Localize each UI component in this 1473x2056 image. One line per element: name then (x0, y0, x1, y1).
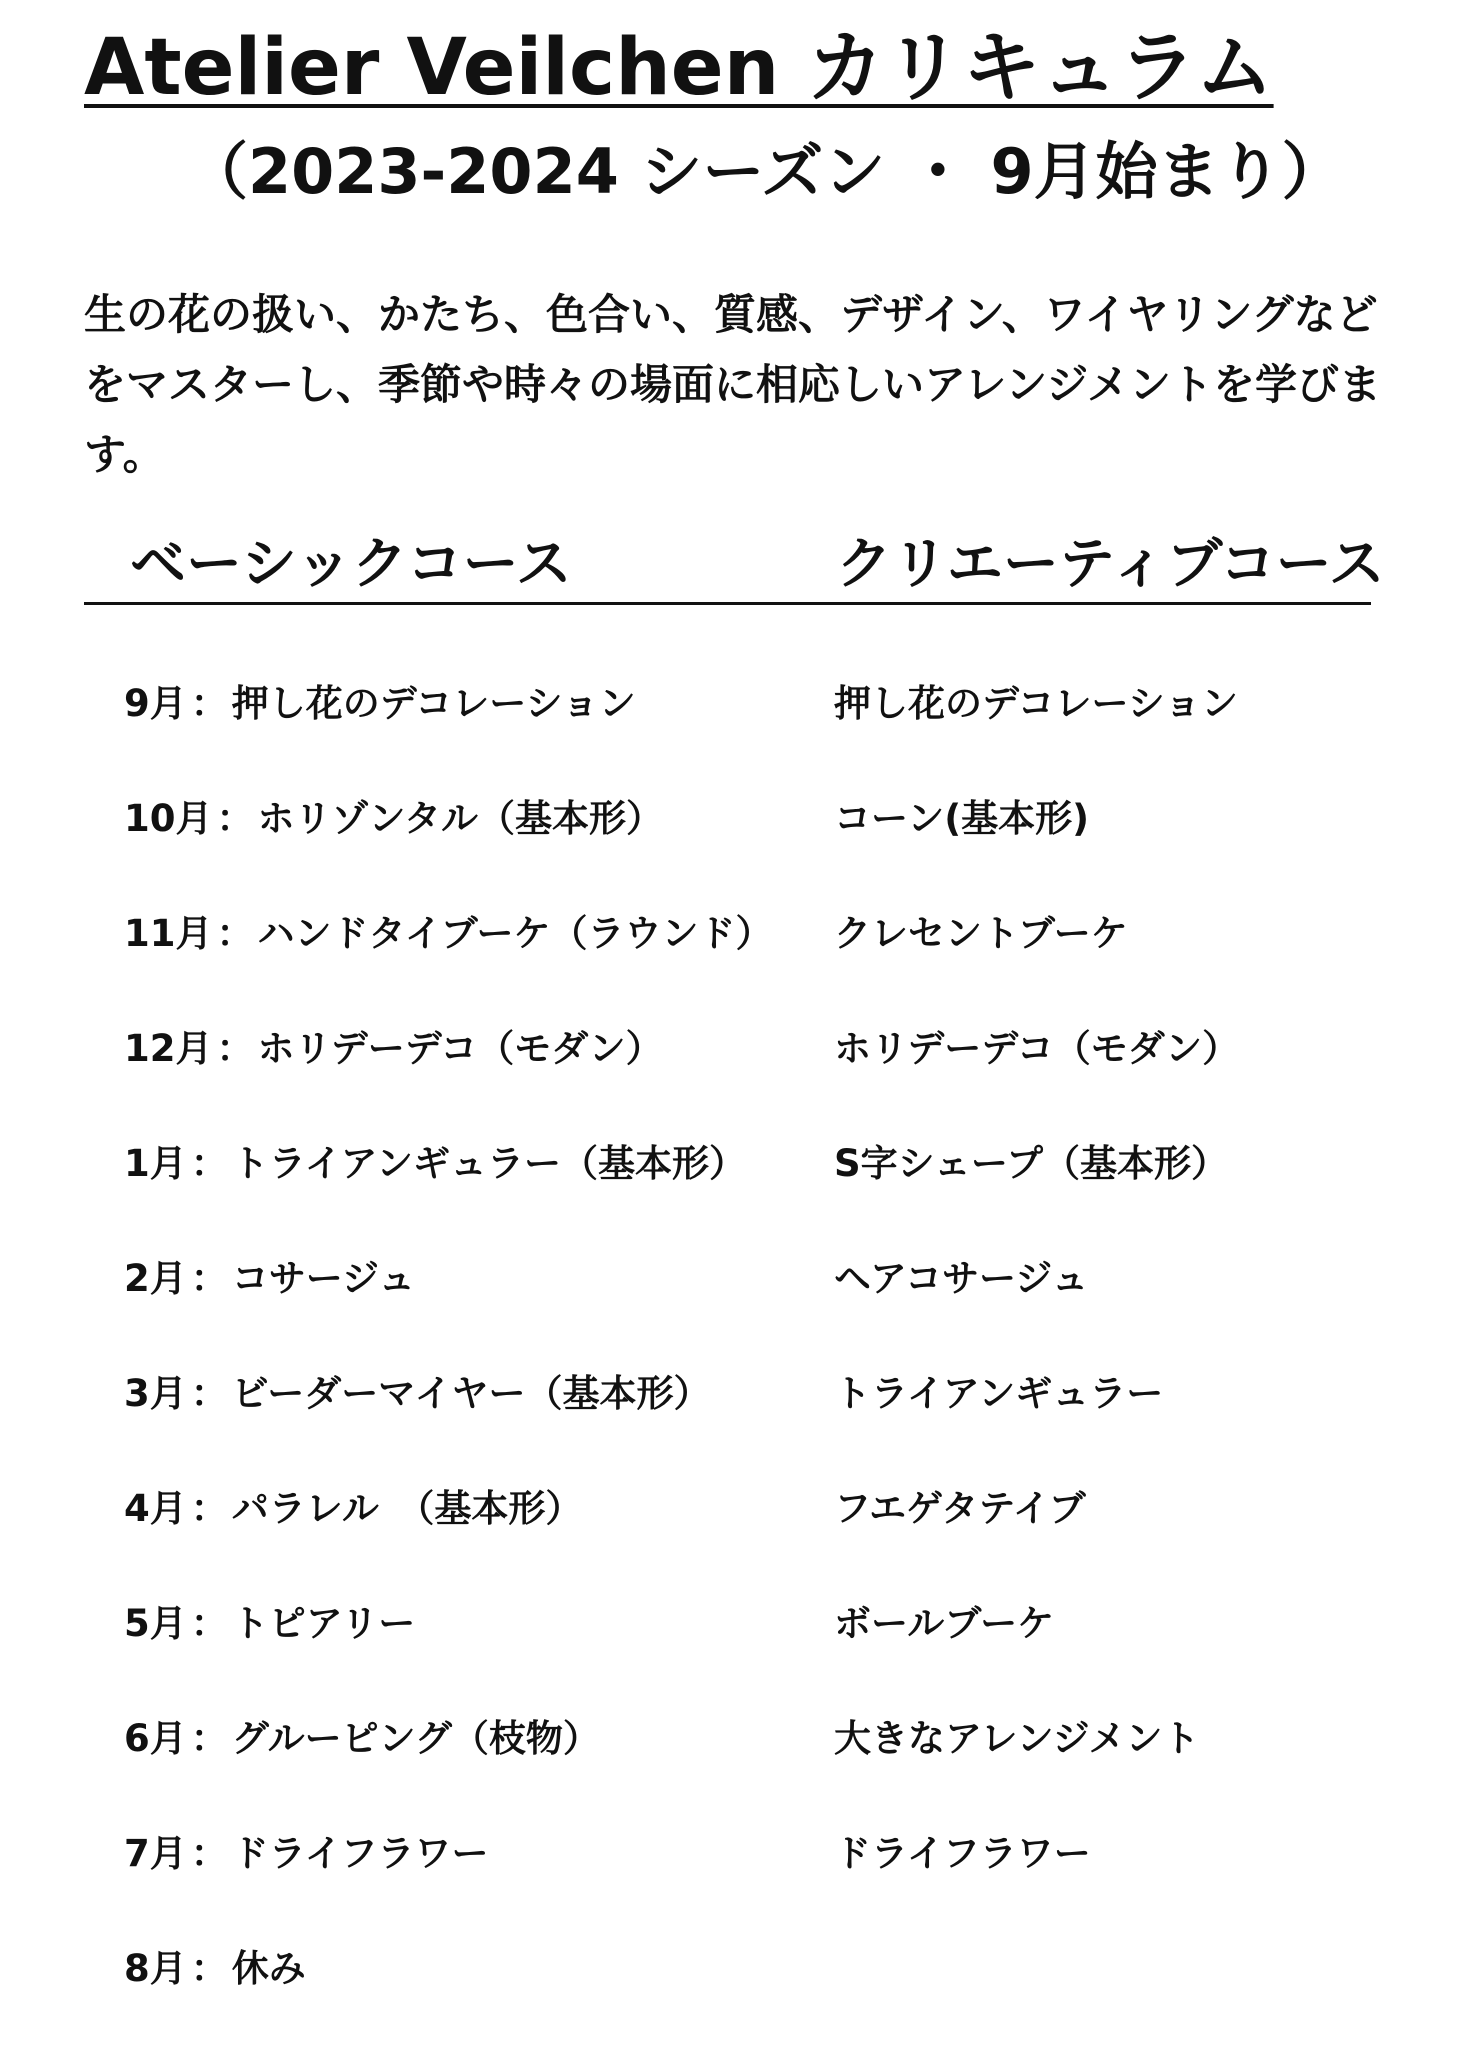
basic-lesson: トピアリー (231, 1602, 416, 1645)
month-label: 6月 (124, 1717, 187, 1760)
creative-lesson: トライアンギュラー (834, 1372, 1164, 1415)
schedule-row-feb (0, 1251, 1473, 1366)
schedule-row-jul (0, 1826, 1473, 1941)
basic-course-entry (124, 1366, 711, 1422)
basic-lesson: ハンドタイブーケ（ラウンド） (257, 912, 773, 955)
basic-lesson: グルーピング（枝物） (231, 1717, 600, 1760)
creative-lesson: ヘアコサージュ (834, 1257, 1089, 1300)
month-label: 4月 (124, 1487, 187, 1530)
basic-lesson: ホリゾンタル（基本形） (257, 797, 664, 840)
month-separator: ： (190, 1717, 228, 1760)
creative-lesson: クレセントブーケ (834, 912, 1128, 955)
basic-lesson: コサージュ (231, 1257, 416, 1300)
creative-lesson: 押し花のデコレーション (834, 682, 1239, 725)
schedule-row-may (0, 1596, 1473, 1711)
schedule-list (0, 676, 1473, 2056)
intro-paragraph: 生の花の扱い、かたち、色合い、質感、デザイン、ワイヤリングなどをマスターし、季節や時々の場面に相応しいアレンジメントを学びます。 (84, 290, 1381, 479)
schedule-row-nov (0, 906, 1473, 1021)
month-label: 5月 (124, 1602, 187, 1645)
course-header (84, 532, 1385, 605)
month-separator: ： (216, 797, 254, 840)
month-label: 11月 (124, 912, 213, 955)
creative-lesson: コーン(基本形) (834, 797, 1090, 840)
month-label: 9月 (124, 682, 187, 725)
schedule-row-sep (0, 676, 1473, 791)
basic-course-entry (124, 1826, 489, 1882)
basic-course-heading: ベーシックコース (130, 532, 572, 597)
schedule-row-mar (0, 1366, 1473, 1481)
basic-course-entry (124, 1136, 746, 1192)
creative-lesson: S字シェープ（基本形） (834, 1142, 1229, 1185)
month-label: 12月 (124, 1027, 213, 1070)
schedule-row-jun (0, 1711, 1473, 1826)
basic-lesson: ドライフラワー (231, 1832, 489, 1875)
month-separator: ： (190, 1832, 228, 1875)
basic-course-entry (124, 1251, 415, 1307)
schedule-row-dec (0, 1021, 1473, 1136)
creative-lesson: ドライフラワー (834, 1832, 1091, 1875)
month-label: 7月 (124, 1832, 187, 1875)
month-separator: ： (190, 1487, 228, 1530)
month-separator: ： (190, 1142, 228, 1185)
month-separator: ： (190, 1257, 228, 1300)
basic-lesson: ホリデーデコ（モダン） (257, 1027, 663, 1070)
basic-lesson: トライアンギュラー（基本形） (231, 1142, 747, 1185)
creative-lesson: フエゲタテイブ (834, 1487, 1086, 1530)
schedule-row-apr (0, 1481, 1473, 1596)
basic-lesson: ビーダーマイヤー（基本形） (231, 1372, 711, 1415)
month-label: 1月 (124, 1142, 187, 1185)
month-separator: ： (190, 1947, 228, 1990)
basic-course-entry (124, 791, 663, 847)
month-separator: ： (190, 682, 228, 725)
basic-course-entry (124, 676, 636, 732)
month-label: 3月 (124, 1372, 187, 1415)
month-label: 10月 (124, 797, 213, 840)
basic-lesson: 押し花のデコレーション (231, 682, 636, 725)
creative-lesson: ボールブーケ (834, 1602, 1055, 1645)
month-separator: ： (216, 912, 254, 955)
creative-course-heading: クリエーティブコース (836, 532, 1385, 597)
month-label: 2月 (124, 1257, 187, 1300)
page-title: Atelier Veilchen カリキュラム (84, 23, 1274, 113)
month-separator: ： (190, 1602, 228, 1645)
basic-course-entry (124, 906, 773, 962)
basic-course-entry (124, 1021, 663, 1077)
basic-course-entry (124, 1596, 415, 1652)
month-separator: ： (190, 1372, 228, 1415)
schedule-row-jan (0, 1136, 1473, 1251)
season-subtitle: （2023-2024 シーズン ・ 9月始まり） (186, 135, 1344, 208)
basic-course-entry (124, 1481, 582, 1537)
basic-lesson: 休み (231, 1947, 306, 1990)
basic-course-entry (124, 1941, 306, 1997)
basic-course-entry (124, 1711, 600, 1767)
month-label: 8月 (124, 1947, 187, 1990)
creative-lesson: ホリデーデコ（モダン） (834, 1027, 1240, 1070)
schedule-row-aug (0, 1941, 1473, 2056)
basic-lesson: パラレル （基本形） (231, 1487, 583, 1530)
month-separator: ： (216, 1027, 254, 1070)
creative-lesson: 大きなアレンジメント (834, 1717, 1200, 1760)
schedule-row-oct (0, 791, 1473, 906)
